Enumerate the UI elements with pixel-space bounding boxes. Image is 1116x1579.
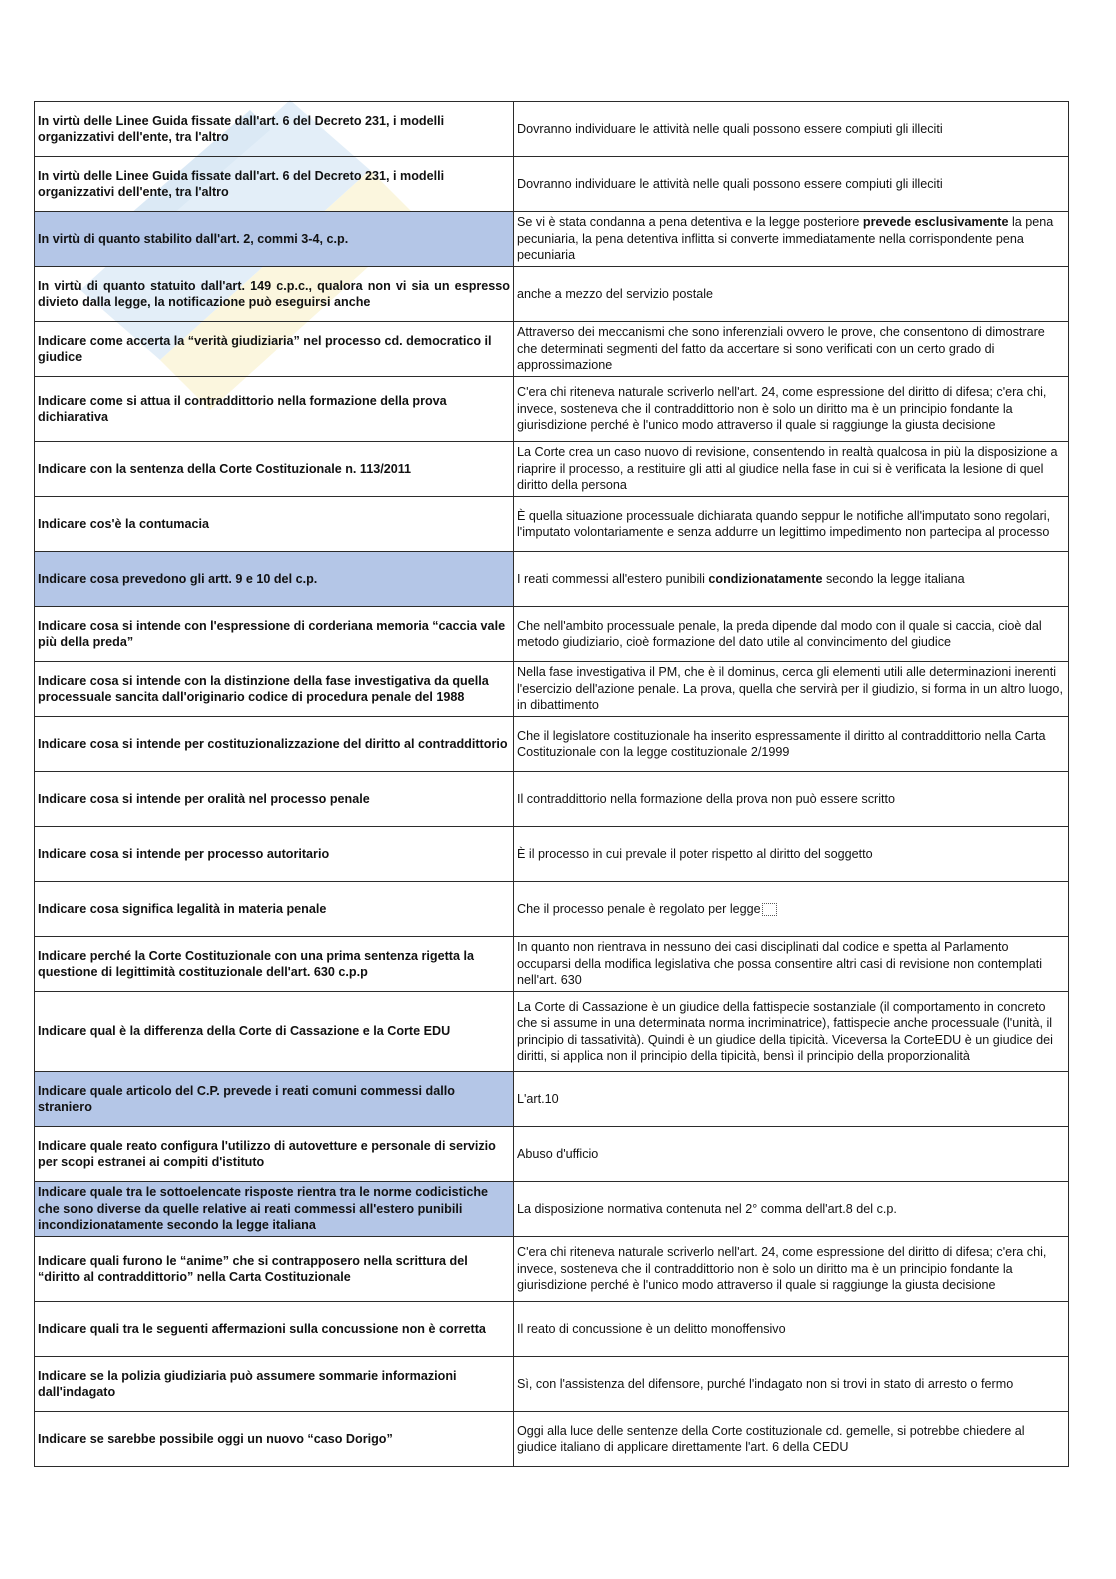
table-row	[35, 377, 1069, 442]
answer-emphasis: condizionatamente	[708, 571, 823, 586]
qa-table	[34, 101, 1069, 1467]
answer-cell	[514, 992, 1069, 1072]
answer-text: I reati commessi all'estero punibili	[517, 571, 709, 586]
answer-text: Oggi alla luce delle sentenze della Corte costituzionale cd. gemelle, si potrebbe chiedere al giudice italiano di applicare direttamente l'art. 6 della CEDU	[517, 1423, 1025, 1454]
table-row	[35, 442, 1069, 497]
table-row	[35, 607, 1069, 662]
question-cell: Indicare qual è la differenza della Corte di Cassazione e la Corte EDU	[35, 992, 514, 1072]
answer-cell	[514, 267, 1069, 322]
question-cell: Indicare se la polizia giudiziaria può assumere sommarie informazioni dall'indagato	[35, 1357, 514, 1412]
answer-text: È quella situazione processuale dichiarata quando seppur le notifiche all'imputato sono regolari, l'imputato volontariamente e senza addurre un legittimo impedimento non partecipa al processo	[517, 508, 1051, 539]
question-cell: Indicare se sarebbe possibile oggi un nuovo “caso Dorigo”	[35, 1412, 514, 1467]
answer-text: Attraverso dei meccanismi che sono inferenziali ovvero le prove, che consentono di dimostrare che determinati segmenti del fatto da accertare si sono verificati con un certo grado di approssimazione	[517, 325, 1045, 373]
table-row	[35, 1357, 1069, 1412]
answer-cell	[514, 717, 1069, 772]
question-cell: Indicare cosa si intende con l'espressione di corderiana memoria “caccia vale più della preda”	[35, 607, 514, 662]
answer-text: Sì, con l'assistenza del difensore, purché l'indagato non si trovi in stato di arresto o fermo	[517, 1376, 1014, 1391]
answer-text: Il contraddittorio nella formazione della prova non può essere scritto	[517, 791, 896, 806]
question-cell: Indicare cosa si intende per oralità nel processo penale	[35, 772, 514, 827]
table-row	[35, 267, 1069, 322]
question-cell: Indicare quale reato configura l'utilizzo di autovetture e personale di servizio per scopi estranei ai compiti d'istituto	[35, 1127, 514, 1182]
question-cell: Indicare cosa prevedono gli artt. 9 e 10 del c.p.	[35, 552, 514, 607]
answer-text: Se vi è stata condanna a pena detentiva e la legge posteriore	[517, 215, 863, 230]
answer-text: Il reato di concussione è un delitto monoffensivo	[517, 1321, 786, 1336]
table-row	[35, 717, 1069, 772]
question-cell: Indicare quali tra le seguenti affermazioni sulla concussione non è corretta	[35, 1302, 514, 1357]
answer-text: anche a mezzo del servizio postale	[517, 286, 714, 301]
answer-text: L'art.10	[517, 1091, 559, 1106]
answer-text: la pena pecuniaria, la pena detentiva inflitta si converte immediatamente nella corrispondente pena pecuniaria	[517, 215, 1054, 263]
answer-text: È il processo in cui prevale il poter rispetto al diritto del soggetto	[517, 846, 873, 861]
answer-text: La disposizione normativa contenuta nel 2° comma dell'art.8 del c.p.	[517, 1201, 897, 1216]
answer-cell	[514, 212, 1069, 267]
table-row	[35, 1072, 1069, 1127]
table-row	[35, 552, 1069, 607]
question-cell: In virtù delle Linee Guida fissate dall'art. 6 del Decreto 231, i modelli organizzativi dell'ente, tra l'altro	[35, 157, 514, 212]
table-row	[35, 1302, 1069, 1357]
answer-cell	[514, 102, 1069, 157]
answer-text: In quanto non rientrava in nessuno dei casi disciplinati dal codice e spetta al Parlamento occuparsi della modifica legislativa che possa consentire altri casi di revisione non contemplati nell'art. 630	[517, 940, 1043, 988]
question-cell: Indicare quale articolo del C.P. prevede i reati comuni commessi dallo straniero	[35, 1072, 514, 1127]
answer-cell	[514, 772, 1069, 827]
answer-cell	[514, 1182, 1069, 1237]
question-cell: Indicare come accerta la “verità giudiziaria” nel processo cd. democratico il giudice	[35, 322, 514, 377]
question-cell: Indicare cosa si intende per processo autoritario	[35, 827, 514, 882]
separator-glyph-icon	[762, 903, 777, 916]
question-cell: In virtù di quanto statuito dall'art. 149 c.p.c., qualora non vi sia un espresso divieto dalla legge, la notificazione può eseguirsi anche	[35, 267, 514, 322]
table-row	[35, 937, 1069, 992]
answer-cell	[514, 662, 1069, 717]
question-cell: Indicare quale tra le sottoelencate risposte rientra tra le norme codicistiche che sono diverse da quelle relative ai reati commessi all'estero punibili incondizionatamente secondo la legge italiana	[35, 1182, 514, 1237]
answer-text: La Corte di Cassazione è un giudice della fattispecie sostanziale (il comportamento in concreto che si assume in una determinata norma incriminatrice), fattispecie anche processuale (l'unità, il principio di tassatività). Quindi è un giudice della tipicità. Viceversa la CorteEDU è un giudice dei diritti, si applica non il principio della tipicità, bensì il principio della proporzionalità	[517, 999, 1053, 1063]
answer-text: La Corte crea un caso nuovo di revisione, consentendo in realtà qualcosa in più la disposizione a riaprire il processo, a restituire gli atti al giudice nella fase in cui si è verificata la lesione di quel diritto della persona	[517, 445, 1058, 493]
question-cell: Indicare perché la Corte Costituzionale con una prima sentenza rigetta la questione di legittimità costituzionale dell'art. 630 c.p.p	[35, 937, 514, 992]
question-cell: Indicare cosa significa legalità in materia penale	[35, 882, 514, 937]
table-row	[35, 992, 1069, 1072]
table-row	[35, 102, 1069, 157]
table-row	[35, 322, 1069, 377]
answer-cell	[514, 442, 1069, 497]
table-row	[35, 1237, 1069, 1302]
answer-cell	[514, 322, 1069, 377]
question-cell: In virtù delle Linee Guida fissate dall'art. 6 del Decreto 231, i modelli organizzativi dell'ente, tra l'altro	[35, 102, 514, 157]
question-cell: Indicare cosa si intende per costituzionalizzazione del diritto al contraddittorio	[35, 717, 514, 772]
answer-cell	[514, 827, 1069, 882]
table-row	[35, 1412, 1069, 1467]
question-cell: In virtù di quanto stabilito dall'art. 2, commi 3-4, c.p.	[35, 212, 514, 267]
table-row	[35, 212, 1069, 267]
answer-text: Che nell'ambito processuale penale, la preda dipende dal modo con il quale si caccia, cioè dal metodo giudiziario, cioè formazione del dato utile al convincimento del giudice	[517, 618, 1042, 649]
table-row	[35, 1182, 1069, 1237]
answer-text: Dovranno individuare le attività nelle quali possono essere compiuti gli illeciti	[517, 121, 943, 136]
answer-cell	[514, 607, 1069, 662]
answer-text: secondo la legge italiana	[822, 571, 965, 586]
answer-emphasis: prevede esclusivamente	[862, 215, 1009, 230]
answer-text: C'era chi riteneva naturale scriverlo nell'art. 24, come espressione del diritto di difesa; c'era chi, invece, sosteneva che il contraddittorio non è solo un diritto ma è un principio fondante la giurisdizione perché è l'unico modo attraverso il quale si raggiunge la giusta decisione	[517, 385, 1047, 433]
answer-text: Che il processo penale è regolato per legge	[517, 901, 761, 916]
table-row	[35, 882, 1069, 937]
qa-table-body	[35, 102, 1069, 1467]
answer-cell	[514, 377, 1069, 442]
question-cell: Indicare con la sentenza della Corte Costituzionale n. 113/2011	[35, 442, 514, 497]
answer-cell	[514, 1302, 1069, 1357]
table-row	[35, 827, 1069, 882]
answer-cell	[514, 937, 1069, 992]
answer-cell	[514, 1127, 1069, 1182]
answer-text: Abuso d'ufficio	[517, 1146, 599, 1161]
answer-text: Dovranno individuare le attività nelle quali possono essere compiuti gli illeciti	[517, 176, 943, 191]
answer-text: C'era chi riteneva naturale scriverlo nell'art. 24, come espressione del diritto di difesa; c'era chi, invece, sosteneva che il contraddittorio non è solo un diritto ma è un principio fondante la giurisdizione perché è l'unico modo attraverso il quale si raggiunge la giusta decisione	[517, 1245, 1047, 1293]
answer-cell	[514, 1412, 1069, 1467]
question-cell: Indicare come si attua il contraddittorio nella formazione della prova dichiarativa	[35, 377, 514, 442]
table-row	[35, 157, 1069, 212]
question-cell: Indicare cos'è la contumacia	[35, 497, 514, 552]
answer-cell	[514, 497, 1069, 552]
table-row	[35, 772, 1069, 827]
answer-cell	[514, 157, 1069, 212]
table-row	[35, 1127, 1069, 1182]
question-cell: Indicare cosa si intende con la distinzione della fase investigativa da quella processuale sancita dall'originario codice di procedura penale del 1988	[35, 662, 514, 717]
table-row	[35, 662, 1069, 717]
table-row	[35, 497, 1069, 552]
answer-text: Nella fase investigativa il PM, che è il dominus, cerca gli elementi utili alle determinazioni inerenti l'esercizio dell'azione penale. La prova, quella che servirà per il giudizio, si forma in un altro luogo, in dibattimento	[517, 665, 1063, 713]
answer-cell	[514, 1357, 1069, 1412]
answer-cell	[514, 552, 1069, 607]
answer-cell	[514, 882, 1069, 937]
answer-cell	[514, 1237, 1069, 1302]
answer-text: Che il legislatore costituzionale ha inserito espressamente il diritto al contraddittorio nella Carta Costituzionale con la legge costituzionale 2/1999	[517, 728, 1046, 759]
question-cell: Indicare quali furono le “anime” che si contrapposero nella scrittura del “diritto al contraddittorio” nella Carta Costituzionale	[35, 1237, 514, 1302]
answer-cell	[514, 1072, 1069, 1127]
